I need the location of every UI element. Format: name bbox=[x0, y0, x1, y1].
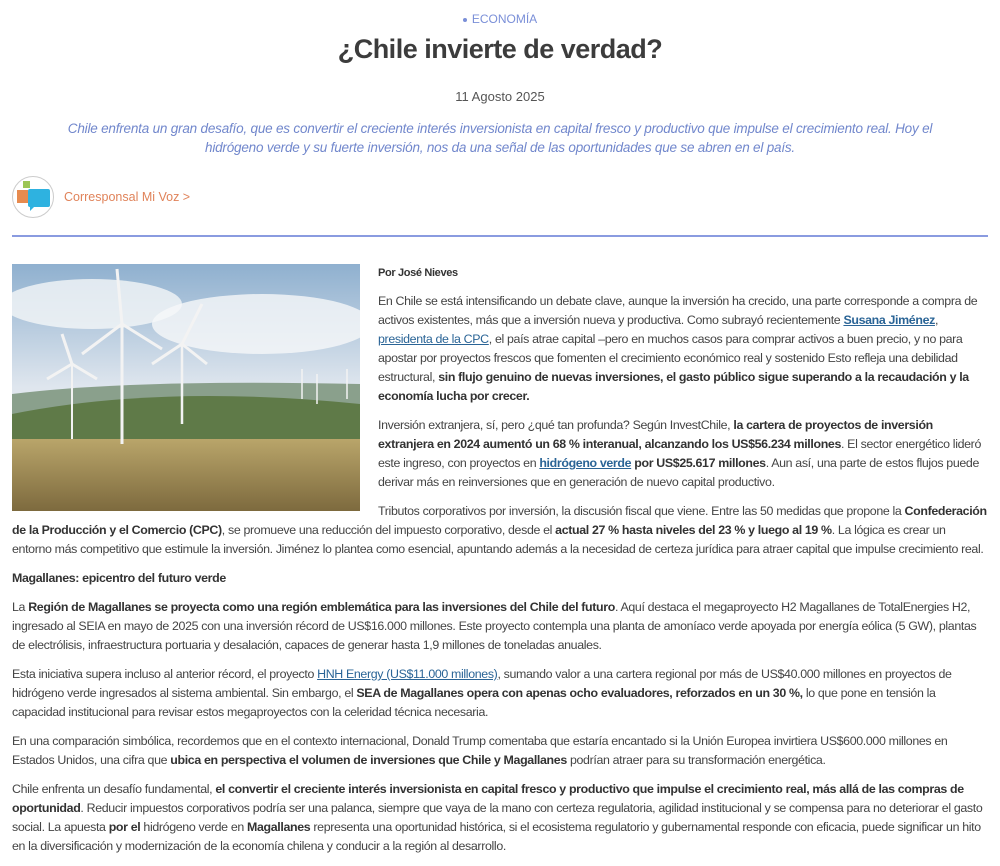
article-lede: Chile enfrenta un gran desafío, que es convertir el creciente interés inversionista en capital fresco y productivo que impulse el crecimiento real. Hoy el hidrógeno verde y su fuerte inversión, nos da una señal de las oportunidades que se abren en el país. bbox=[67, 121, 933, 155]
text: podrían atraer para su transformación energética. bbox=[566, 753, 826, 767]
text: Tributos corporativos por inversión, la discusión fiscal que viene. Entre las 50 medidas que propone la bbox=[378, 504, 905, 518]
page-title: ¿Chile invierte de verdad? bbox=[337, 34, 663, 64]
inline-link[interactable]: Susana Jiménez bbox=[843, 313, 935, 327]
bold-text: el convertir el creciente interés inversionista en capital fresco y productivo que impulse el crecimiento real, más allá de las compras de oportunidad bbox=[12, 782, 964, 815]
article-body bbox=[12, 264, 988, 856]
text: La bbox=[12, 600, 29, 614]
mi-voz-logo-icon[interactable] bbox=[12, 176, 54, 218]
author-row bbox=[12, 175, 988, 219]
bold-text: por el bbox=[108, 820, 141, 834]
text: , sumando valor a una cartera regional por más de US$40.000 millones en proyectos de hidrógeno verde ingresados al sistema ambiental. Sin embargo, el bbox=[12, 667, 952, 700]
category-label: ECONOMÍA bbox=[471, 12, 538, 26]
byline: Por José Nieves bbox=[378, 267, 458, 279]
bold-text: actual 27 % hasta niveles del 23 % y luego al 19 % bbox=[555, 523, 832, 537]
text: En Chile se está intensificando un debate clave, aunque la inversión ha crecido, una parte corresponde a compra de activos existentes, más que a inversión nueva y productiva. Como subrayó recientemente bbox=[378, 294, 978, 327]
text: Chile enfrenta un desafío fundamental, bbox=[12, 782, 216, 796]
paragraph bbox=[12, 598, 988, 655]
paragraphs-magallanes bbox=[12, 598, 988, 856]
text: . Aquí destaca el megaproyecto H2 Magallanes de TotalEnergies H2, ingresado al SEIA en mayo de 2025 con una inversión récord de US$16.000 millones. Este proyecto contempla una planta de amoníaco verde apoyada por energía eólica (5 GW), plantas de electrólisis, infraestructura portuaria y desalación, capaces de generar hasta 1,9 millones de toneladas anuales. bbox=[12, 600, 977, 652]
text: . Aun así, una parte de estos flujos puede derivar más en reinversiones que en generación de nuevo capital productivo. bbox=[378, 456, 979, 489]
text: , se promueve una reducción del impuesto corporativo, desde el bbox=[221, 523, 556, 537]
text: , bbox=[934, 313, 939, 327]
section-heading: Magallanes: epicentro del futuro verde bbox=[12, 571, 226, 585]
inline-link[interactable]: hidrógeno verde bbox=[539, 456, 632, 470]
inline-link[interactable]: HNH Energy (US$11.000 millones) bbox=[317, 667, 498, 681]
text: Esta iniciativa supera incluso al anterior récord, el proyecto bbox=[12, 667, 318, 681]
text: lo que pone en tensión la capacidad institucional para revisar estos megaproyectos con la celeridad técnica necesaria. bbox=[12, 686, 936, 719]
bold-text: Confederación de la Producción y el Comercio (CPC) bbox=[12, 504, 987, 537]
bold-text: por US$25.617 millones bbox=[631, 456, 766, 470]
paragraph bbox=[12, 732, 988, 770]
text: , el país atrae capital –pero en muchos casos para comprar activos a buen precio, y no para apostar por proyectos frescos que fomenten el crecimiento económico real y sostenido Esto refleja una debilidad estructural, bbox=[378, 332, 963, 384]
publish-date: 11 Agosto 2025 bbox=[455, 89, 545, 104]
divider bbox=[12, 235, 988, 237]
text: representa una oportunidad histórica, si el ecosistema regulatorio y gubernamental responde con eficacia, puede significar un hito en la diversificación y modernización de la economía chilena y conducir a la región al desarrollo. bbox=[12, 820, 981, 853]
bold-text: Magallanes bbox=[247, 820, 311, 834]
category-tag[interactable] bbox=[12, 0, 988, 28]
author-link[interactable]: Corresponsal Mi Voz > bbox=[64, 190, 191, 204]
bold-text: sin flujo genuino de nuevas inversiones, el gasto público sigue superando a la recaudación y la economía lucha por crecer. bbox=[378, 370, 969, 403]
inline-link[interactable]: presidenta de la CPC bbox=[378, 332, 489, 346]
wind-turbines-photo bbox=[12, 264, 360, 511]
text: . La lógica es crear un entorno más competitivo que estimule la inversión. Jiménez lo plantea como esencial, apuntando además a la necesidad de certeza jurídica para atraer capital que impulse crecimiento real. bbox=[12, 523, 984, 556]
text: . El sector energético lideró este ingreso, con proyectos en bbox=[378, 437, 981, 470]
text: Inversión extranjera, sí, pero ¿qué tan profunda? Según InvestChile, bbox=[378, 418, 734, 432]
text: hidrógeno verde en bbox=[140, 820, 247, 834]
text: En una comparación simbólica, recordemos que en el contexto internacional, Donald Trump comentaba que estaría encantado si la Unión Europea invirtiera US$600.000 millones en Estados Unidos, una cifra que bbox=[12, 734, 948, 767]
text: . Reducir impuestos corporativos podría ser una palanca, siempre que vaya de la mano con certeza regulatoria, agilidad institucional y se compensa para no deteriorar el gasto social. La apuesta bbox=[12, 801, 983, 834]
bold-text: SEA de Magallanes opera con apenas ocho evaluadores, reforzados en un 30 %, bbox=[356, 686, 803, 700]
paragraph bbox=[12, 665, 988, 722]
bold-text: la cartera de proyectos de inversión extranjera en 2024 aumentó un 68 % interanual, alcanzando los US$56.234 millones bbox=[378, 418, 933, 451]
paragraph bbox=[12, 780, 988, 856]
bold-text: ubica en perspectiva el volumen de inversiones que Chile y Magallanes bbox=[170, 753, 567, 767]
bullet-icon bbox=[463, 18, 467, 22]
bold-text: Región de Magallanes se proyecta como una región emblemática para las inversiones del Chile del futuro bbox=[28, 600, 615, 614]
